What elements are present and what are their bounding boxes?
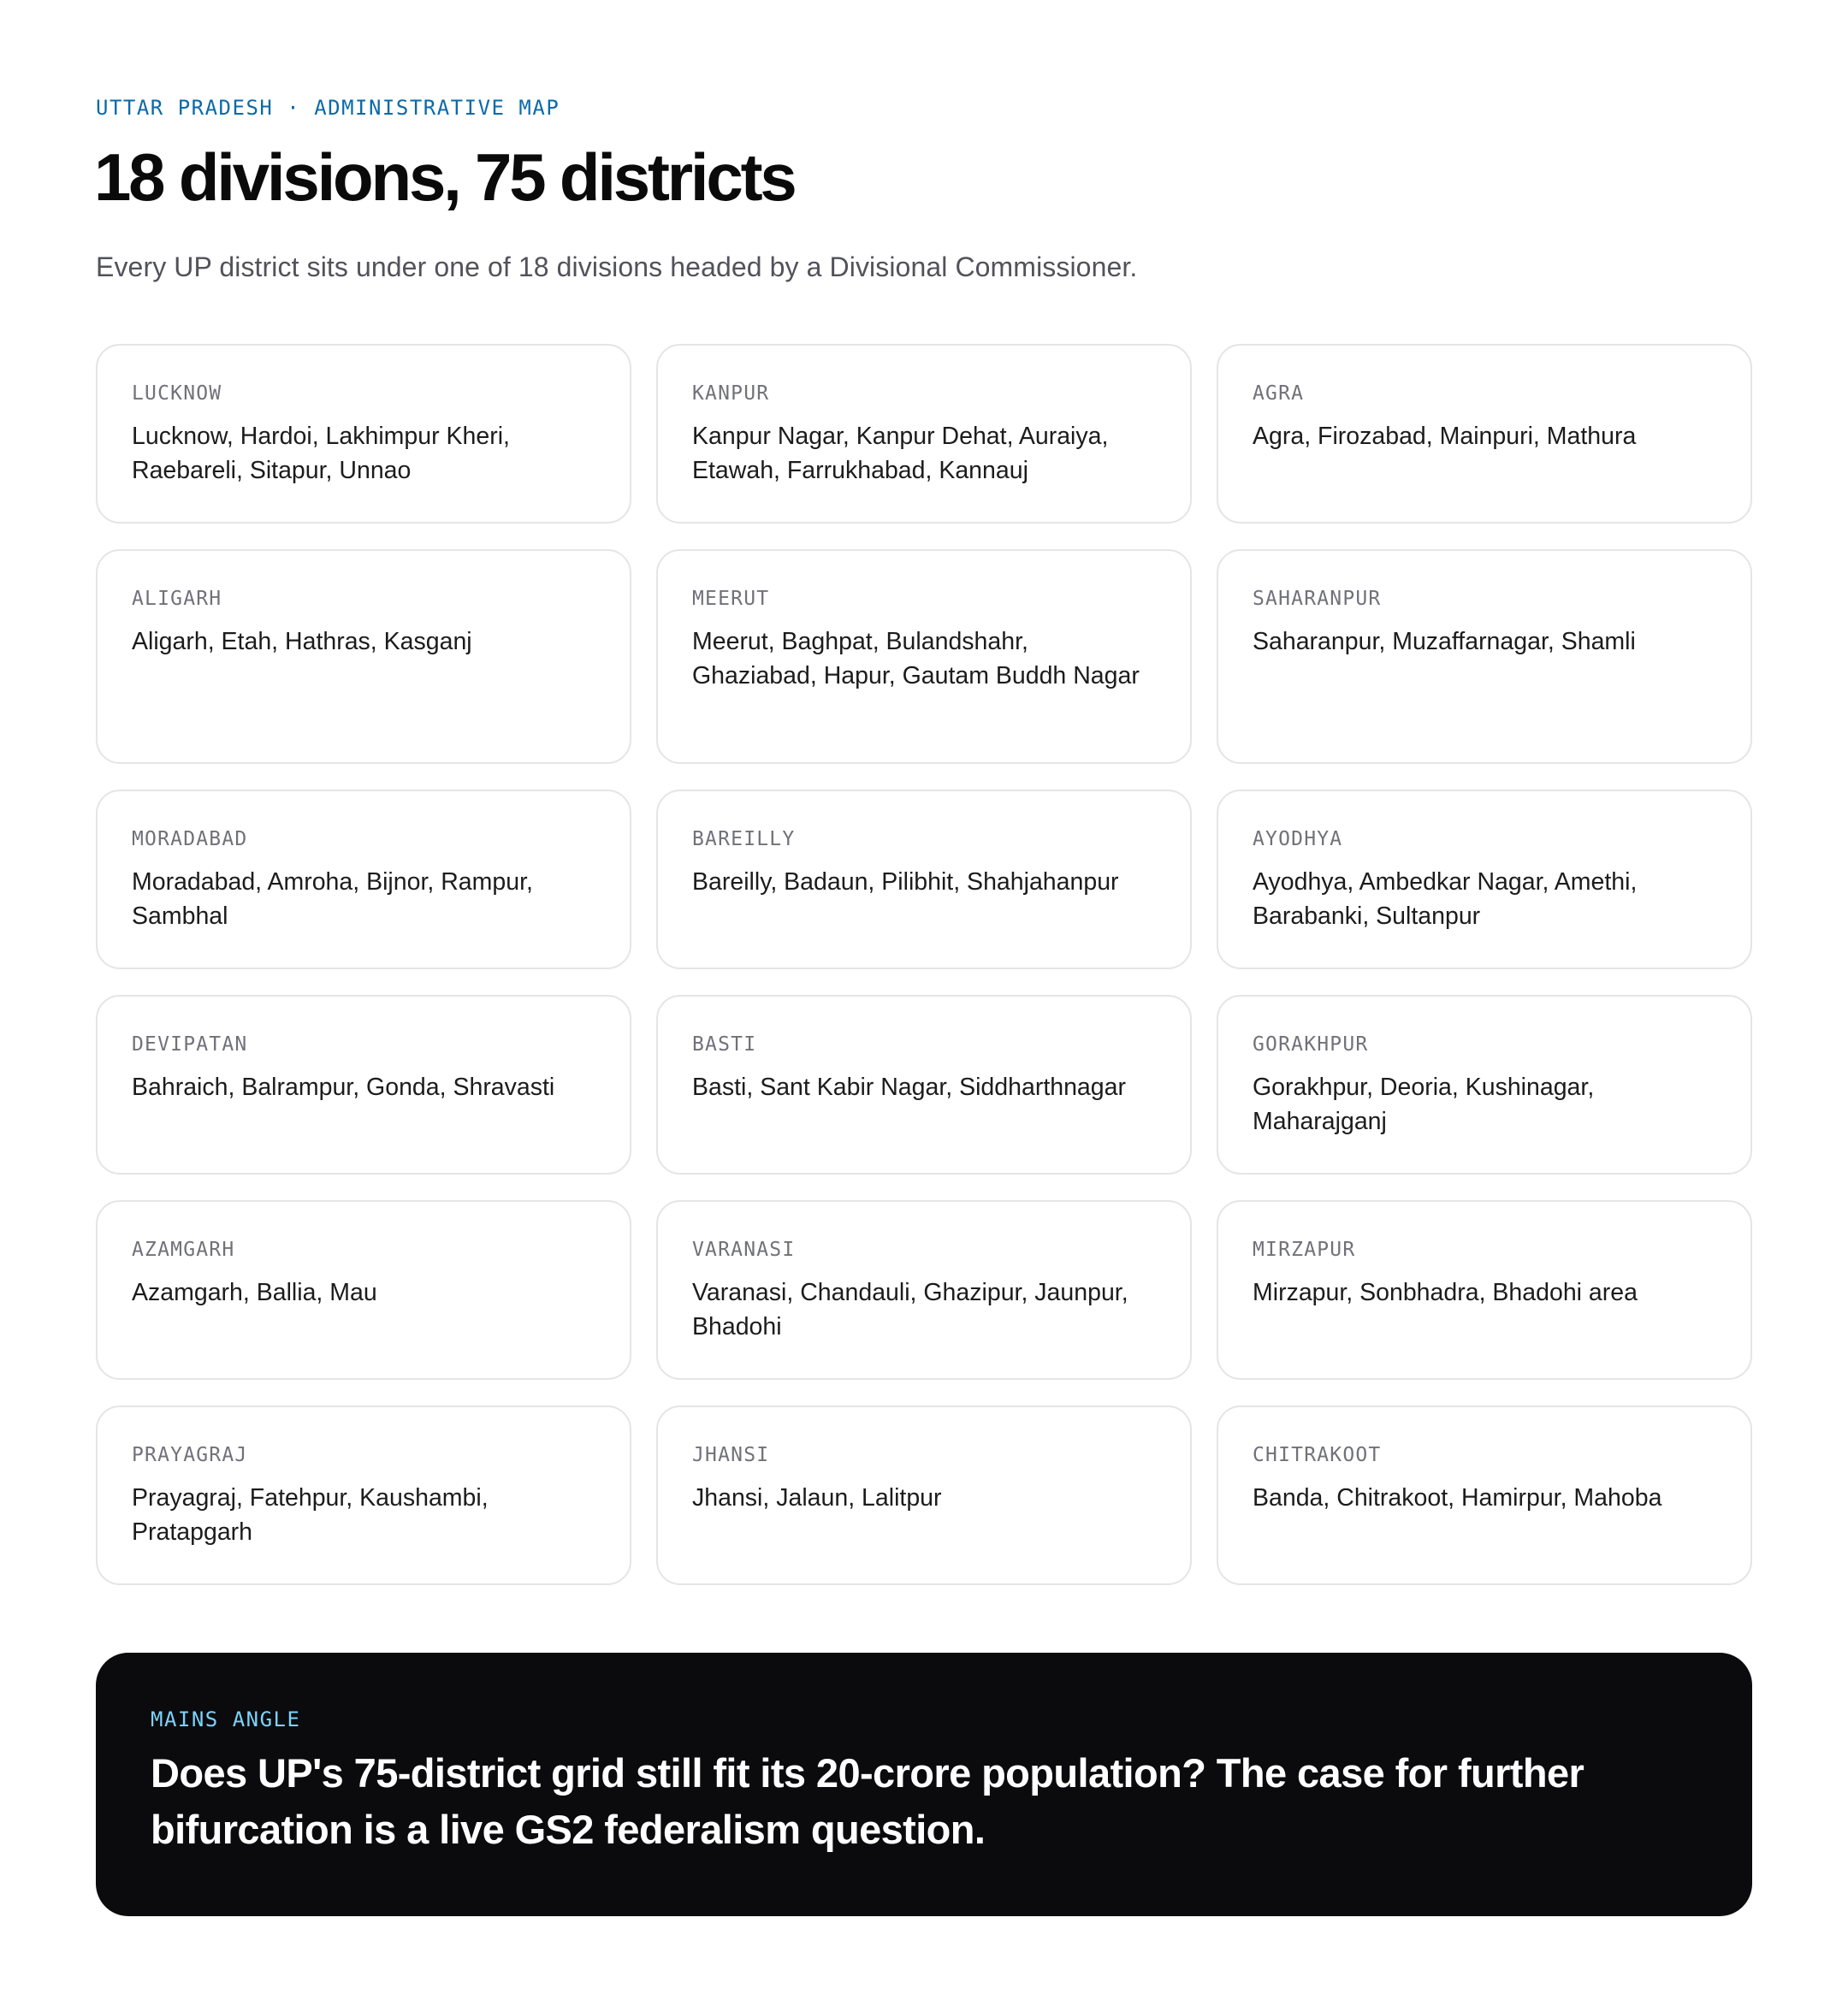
division-name: SAHARANPUR bbox=[1253, 588, 1382, 610]
division-name: JHANSI bbox=[692, 1444, 770, 1466]
division-districts: Agra, Firozabad, Mainpuri, Mathura bbox=[1253, 423, 1637, 450]
division-name: MORADABAD bbox=[132, 828, 248, 850]
division-card-gorakhpur bbox=[1217, 995, 1752, 1175]
division-card-saharanpur bbox=[1217, 549, 1752, 764]
division-name: ALIGARH bbox=[132, 588, 222, 610]
division-card-lucknow bbox=[96, 344, 631, 524]
division-card-meerut bbox=[656, 549, 1192, 764]
division-card-moradabad bbox=[96, 790, 631, 969]
division-districts: Banda, Chitrakoot, Hamirpur, Mahoba bbox=[1253, 1484, 1662, 1512]
division-card-varanasi bbox=[656, 1200, 1192, 1380]
division-name: GORAKHPUR bbox=[1253, 1033, 1369, 1056]
division-card-prayagraj bbox=[96, 1405, 631, 1585]
division-card-devipatan bbox=[96, 995, 631, 1175]
division-name: DEVIPATAN bbox=[132, 1033, 248, 1056]
division-name: MIRZAPUR bbox=[1253, 1239, 1356, 1261]
division-districts: Basti, Sant Kabir Nagar, Siddharthnagar bbox=[692, 1074, 1126, 1101]
mains-angle-callout bbox=[96, 1653, 1752, 1916]
division-card-ayodhya bbox=[1217, 790, 1752, 969]
division-card-kanpur bbox=[656, 344, 1192, 524]
division-districts: Azamgarh, Ballia, Mau bbox=[132, 1279, 377, 1306]
division-name: AGRA bbox=[1253, 382, 1305, 405]
callout-text: Does UP's 75-district grid still fit its 20-crore population? The case for further bifurcation is a live GS2 federalism question. bbox=[151, 1750, 1584, 1852]
division-card-mirzapur bbox=[1217, 1200, 1752, 1380]
division-card-azamgarh bbox=[96, 1200, 631, 1380]
division-districts: Varanasi, Chandauli, Ghazipur, Jaunpur, Bhadohi bbox=[692, 1279, 1128, 1340]
division-name: KANPUR bbox=[692, 382, 770, 405]
division-districts: Bareilly, Badaun, Pilibhit, Shahjahanpur bbox=[692, 868, 1119, 896]
division-districts: Prayagraj, Fatehpur, Kaushambi, Pratapgarh bbox=[132, 1484, 489, 1546]
page-subtitle: Every UP district sits under one of 18 divisions headed by a Divisional Commissioner. bbox=[96, 252, 1138, 282]
division-districts: Gorakhpur, Deoria, Kushinagar, Maharajganj bbox=[1253, 1074, 1595, 1135]
division-card-bareilly bbox=[656, 790, 1192, 969]
division-name: VARANASI bbox=[692, 1239, 796, 1261]
division-card-basti bbox=[656, 995, 1192, 1175]
eyebrow: UTTAR PRADESH · ADMINISTRATIVE MAP bbox=[96, 96, 560, 120]
division-districts: Jhansi, Jalaun, Lalitpur bbox=[692, 1484, 942, 1512]
division-card-aligarh bbox=[96, 549, 631, 764]
division-name: AZAMGARH bbox=[132, 1239, 235, 1261]
division-name: BAREILLY bbox=[692, 828, 796, 850]
division-name: LUCKNOW bbox=[132, 382, 222, 405]
division-districts: Bahraich, Balrampur, Gonda, Shravasti bbox=[132, 1074, 555, 1101]
division-districts: Moradabad, Amroha, Bijnor, Rampur, Sambhal bbox=[132, 868, 533, 930]
division-name: BASTI bbox=[692, 1033, 757, 1056]
division-card-jhansi bbox=[656, 1405, 1192, 1585]
division-card-chitrakoot bbox=[1217, 1405, 1752, 1585]
division-districts: Mirzapur, Sonbhadra, Bhadohi area bbox=[1253, 1279, 1638, 1306]
division-districts: Ayodhya, Ambedkar Nagar, Amethi, Barabanki, Sultanpur bbox=[1253, 868, 1638, 930]
division-name: PRAYAGRAJ bbox=[132, 1444, 248, 1466]
division-name: MEERUT bbox=[692, 588, 770, 610]
division-districts: Saharanpur, Muzaffarnagar, Shamli bbox=[1253, 628, 1636, 655]
division-districts: Kanpur Nagar, Kanpur Dehat, Auraiya, Etawah, Farrukhabad, Kannauj bbox=[692, 423, 1109, 484]
callout-label: MAINS ANGLE bbox=[151, 1707, 301, 1731]
division-districts: Meerut, Baghpat, Bulandshahr, Ghaziabad, Hapur, Gautam Buddh Nagar bbox=[692, 628, 1140, 689]
division-districts: Lucknow, Hardoi, Lakhimpur Kheri, Raebareli, Sitapur, Unnao bbox=[132, 423, 510, 484]
division-districts: Aligarh, Etah, Hathras, Kasganj bbox=[132, 628, 472, 655]
division-name: AYODHYA bbox=[1253, 828, 1343, 850]
divisions-grid bbox=[96, 344, 1752, 1585]
division-name: CHITRAKOOT bbox=[1253, 1444, 1382, 1466]
division-card-agra bbox=[1217, 344, 1752, 524]
page-title: 18 divisions, 75 districts bbox=[94, 139, 795, 215]
